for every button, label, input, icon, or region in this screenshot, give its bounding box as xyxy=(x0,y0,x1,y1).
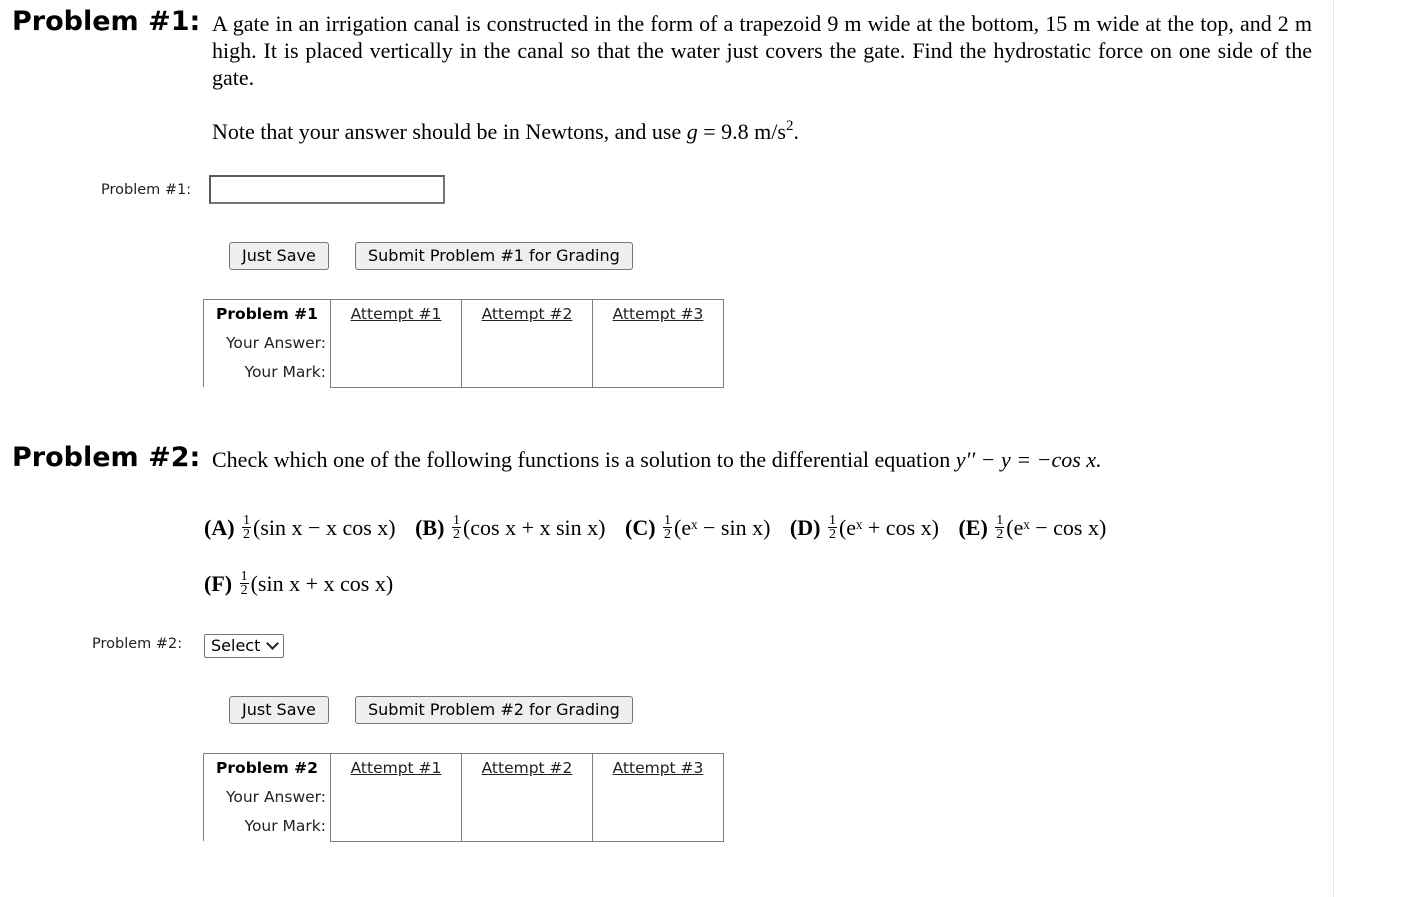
problem-1-note xyxy=(212,118,1312,145)
problem-1-attempts-table xyxy=(203,299,724,388)
problem-2-option-e: (E) $\frac{1}{2}$ (eˣ − cos x) xyxy=(958,513,1107,543)
problem-2-option-d: (D) $\frac{1}{2}$ (eˣ + cos x) xyxy=(789,513,939,543)
problem-2-attempt-3-column xyxy=(593,754,724,842)
fraction: $\frac{1}{2}$ xyxy=(664,513,672,543)
problem-1-attempt-3-link[interactable]: Attempt #3 xyxy=(612,305,704,323)
problem-2-equation: y′′ − y = −cos x. xyxy=(955,447,1102,472)
fraction: $\frac{1}{2}$ xyxy=(452,513,460,543)
problem-1-attempt-2-link[interactable]: Attempt #2 xyxy=(481,305,573,323)
problem-1-note-eq: = 9.8 m/s xyxy=(697,119,786,144)
chevron-down-icon xyxy=(266,637,279,650)
problem-1-note-prefix: Note that your answer should be in Newtons, and use xyxy=(212,119,682,144)
problem-1-attempt-1-link[interactable]: Attempt #1 xyxy=(350,305,442,323)
problem-2-your-mark-label: Your Mark: xyxy=(244,817,326,835)
fraction: $\frac{1}{2}$ xyxy=(240,569,248,599)
problem-1-submit-button[interactable]: Submit Problem #1 for Grading xyxy=(355,242,633,270)
problem-1-table-label-column xyxy=(204,300,331,388)
problem-2-table-label-column xyxy=(204,754,331,842)
problem-1-note-end: . xyxy=(793,119,799,144)
problem-2-select-value: Select xyxy=(211,636,261,655)
problem-2-submit-button[interactable]: Submit Problem #2 for Grading xyxy=(355,696,633,724)
problem-1-your-answer-label: Your Answer: xyxy=(225,334,326,352)
problem-1-heading: Problem #1: xyxy=(12,6,201,37)
problem-1-text: A gate in an irrigation canal is constructed in the form of a trapezoid 9 m wide at the bottom, 15 m wide at the top, and 2 m high. It is placed vertically in the canal so that the water just covers the gate. Find the hydrostatic force on one side of the gate. xyxy=(212,11,1312,90)
problem-1-answer-label: Problem #1: xyxy=(101,182,192,198)
problem-1-note-g: g xyxy=(686,119,698,144)
problem-1-note-sup: 2 xyxy=(785,117,794,134)
fraction: $\frac{1}{2}$ xyxy=(996,513,1004,543)
problem-2-option-c: (C) $\frac{1}{2}$ (eˣ − sin x) xyxy=(625,513,771,543)
page-right-divider xyxy=(1333,0,1334,897)
problem-2-attempt-2-column xyxy=(462,754,593,842)
problem-1-table-header: Problem #1 xyxy=(216,305,318,323)
problem-1-statement xyxy=(212,10,1312,145)
problem-1-attempt-1-column xyxy=(331,300,462,388)
fraction: $\frac{1}{2}$ xyxy=(828,513,836,543)
problem-1-your-mark-label: Your Mark: xyxy=(244,363,326,381)
fraction: $\frac{1}{2}$ xyxy=(243,513,251,543)
problem-2-option-b: (B) $\frac{1}{2}$ (cos x + x sin x) xyxy=(415,513,606,543)
problem-2-options-row-2 xyxy=(204,570,407,599)
problem-2-answer-select[interactable] xyxy=(204,634,284,658)
problem-1-just-save-button[interactable]: Just Save xyxy=(229,242,329,270)
problem-2-attempt-3-link[interactable]: Attempt #3 xyxy=(612,759,704,777)
problem-2-options-row-1 xyxy=(204,514,1120,543)
problem-2-attempt-1-link[interactable]: Attempt #1 xyxy=(350,759,442,777)
problem-2-answer-label: Problem #2: xyxy=(92,636,183,652)
problem-2-your-answer-label: Your Answer: xyxy=(225,788,326,806)
problem-2-attempt-2-link[interactable]: Attempt #2 xyxy=(481,759,573,777)
problem-2-just-save-button[interactable]: Just Save xyxy=(229,696,329,724)
problem-2-text xyxy=(212,446,1312,473)
problem-2-attempt-1-column xyxy=(331,754,462,842)
problem-1-answer-input[interactable] xyxy=(209,175,445,204)
problem-2-text-prefix: Check which one of the following functions is a solution to the differential equation xyxy=(212,447,951,472)
problem-2-statement xyxy=(212,446,1312,473)
problem-2-attempts-table xyxy=(203,753,724,842)
problem-2-table-header: Problem #2 xyxy=(216,759,318,777)
problem-2-heading: Problem #2: xyxy=(12,442,201,473)
problem-2-option-a: (A) $\frac{1}{2}$ (sin x − x cos x) xyxy=(204,513,396,543)
problem-1-attempt-3-column xyxy=(593,300,724,388)
problem-1-attempt-2-column xyxy=(462,300,593,388)
problem-2-option-f: (F) $\frac{1}{2}$ (sin x + x cos x) xyxy=(204,569,394,599)
